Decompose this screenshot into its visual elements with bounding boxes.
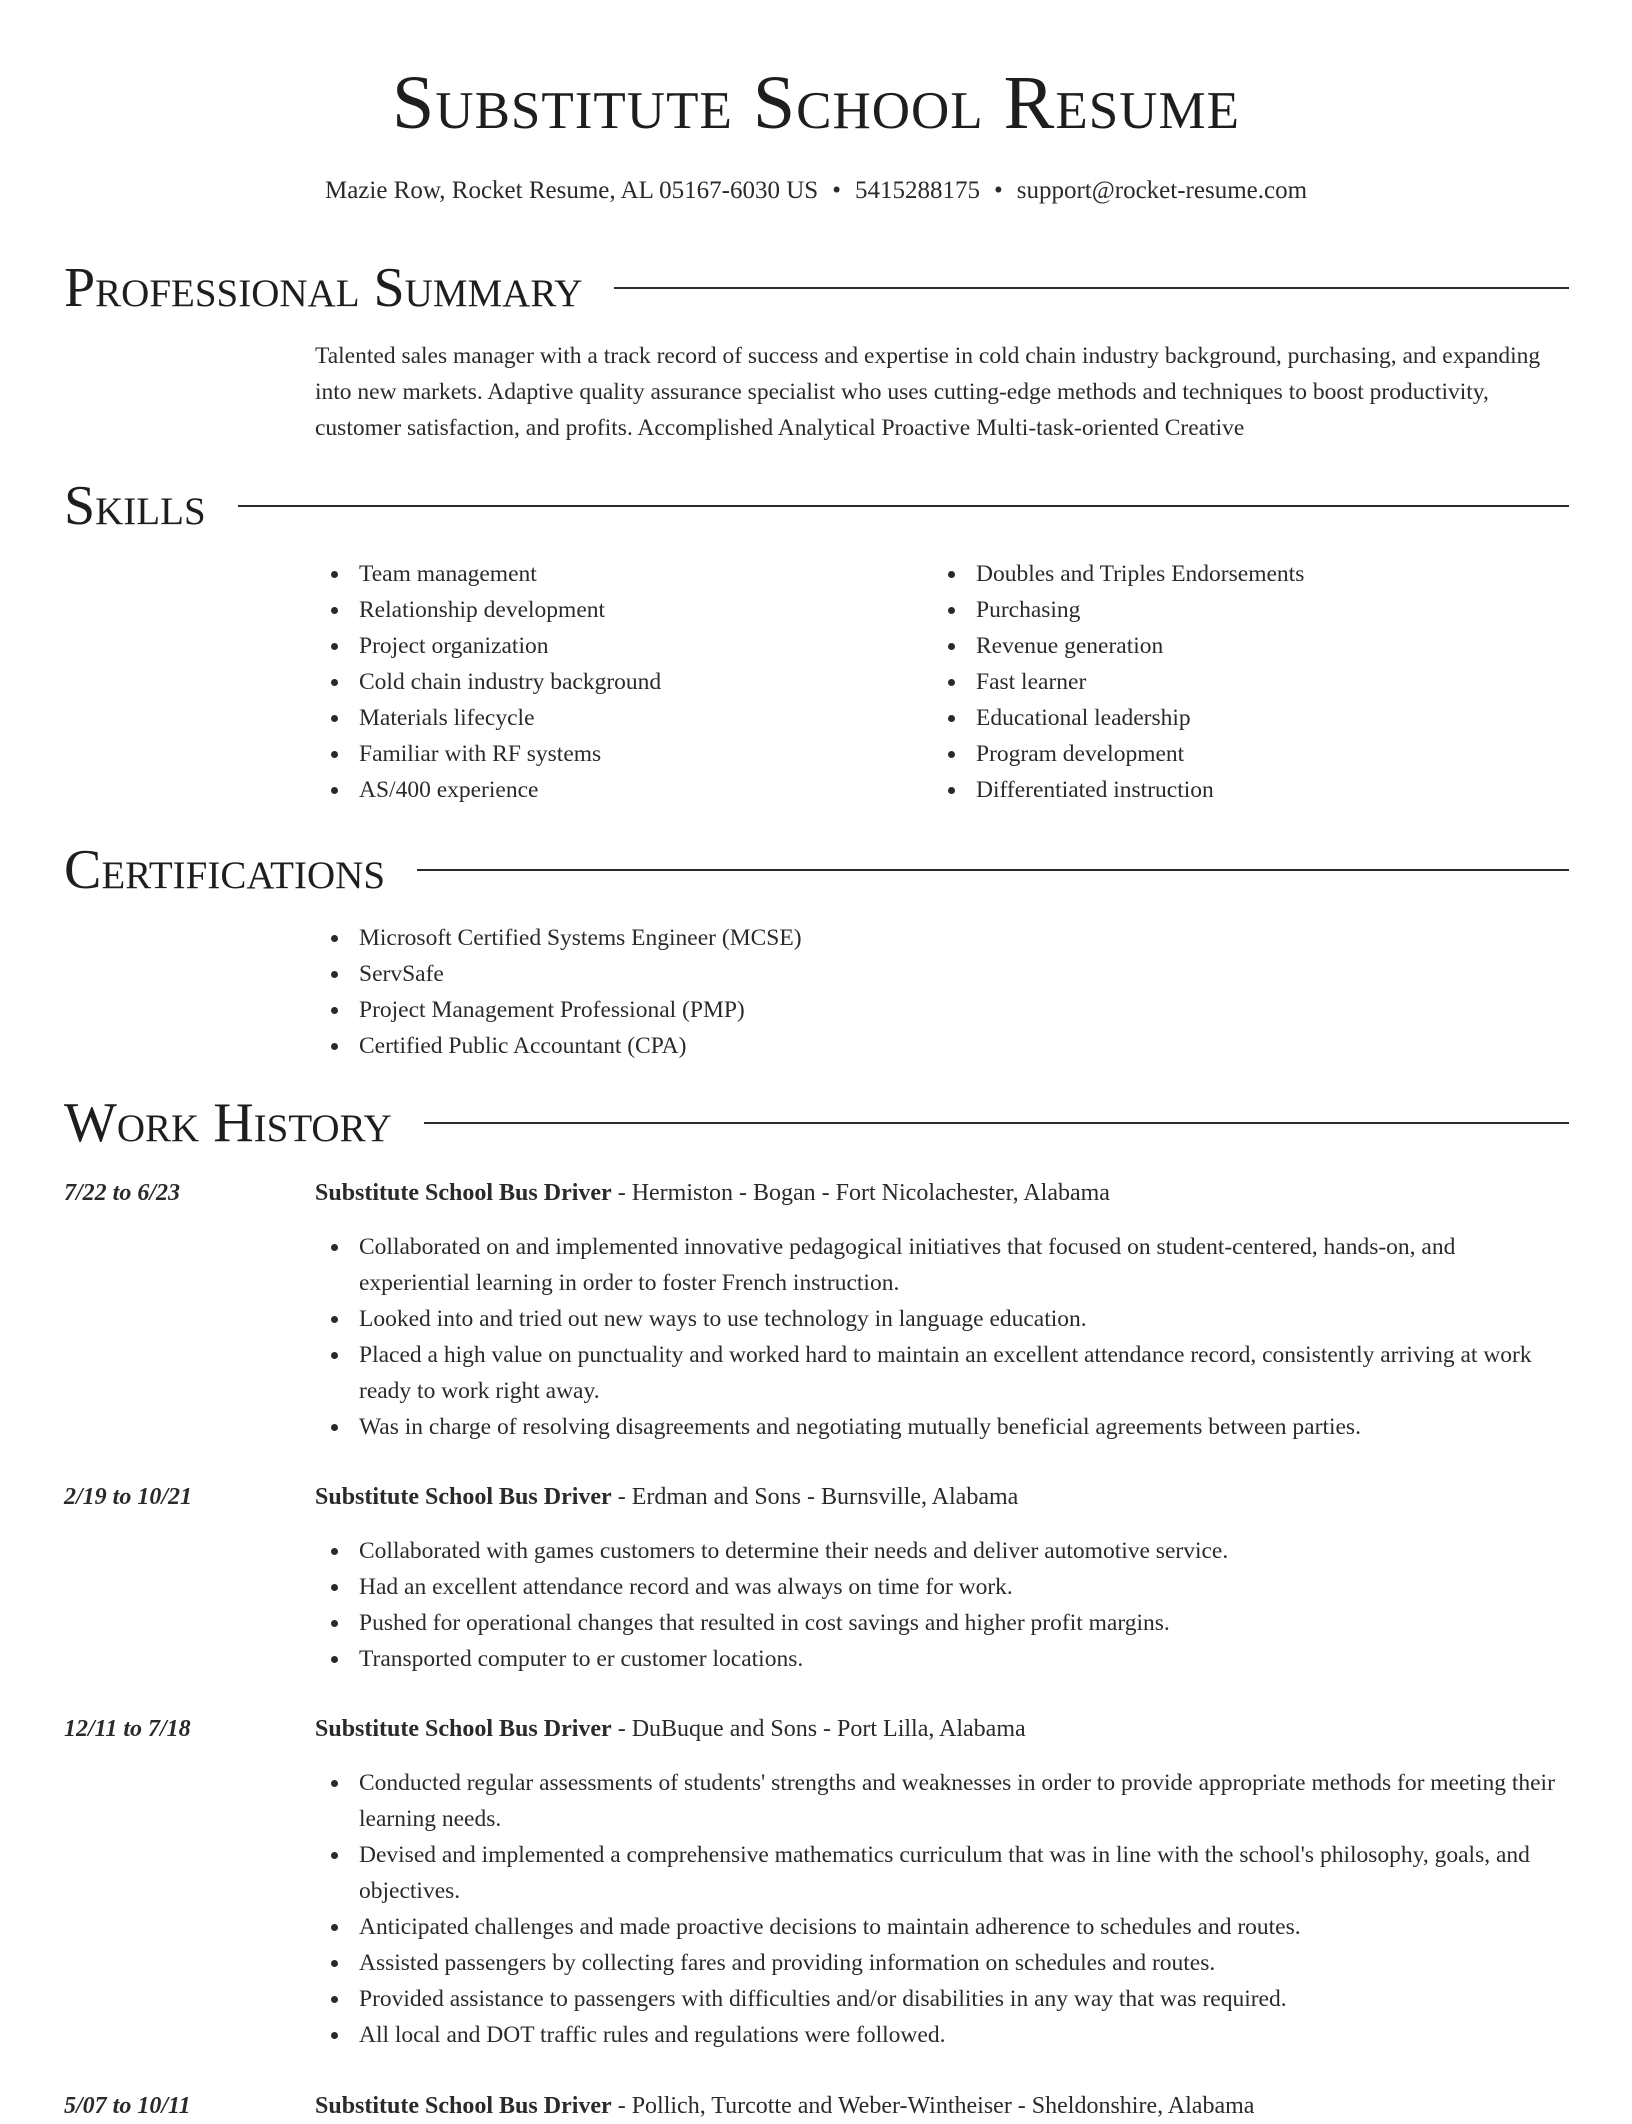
job-duty: Anticipated challenges and made proactive decisions to maintain adherence to schedules and routes. [315, 1909, 1570, 1945]
skill-item: Revenue generation [932, 628, 1552, 664]
certification-item: Microsoft Certified Systems Engineer (MCSE) [315, 920, 1570, 956]
contact-separator: • [993, 177, 1003, 204]
job-duty: Provided assistance to passengers with difficulties and/or disabilities in any way that was required. [315, 1981, 1570, 2017]
skill-item: Program development [932, 736, 1552, 772]
summary-heading: Professional Summary [64, 257, 583, 319]
skill-item: Fast learner [932, 664, 1552, 700]
job-duty: Looked into and tried out new ways to use technology in language education. [315, 1301, 1570, 1337]
contact-separator: • [832, 177, 841, 204]
job-role: Substitute School Bus Driver [315, 2093, 612, 2119]
job-employer: - Pollich, Turcotte and Weber-Wintheiser - Sheldonshire, Alabama [611, 2093, 1255, 2119]
job-duties-list [315, 1229, 1570, 1445]
work-history-heading: Work History [64, 1092, 392, 1154]
job-duty: All local and DOT traffic rules and regulations were followed. [315, 2017, 1570, 2053]
contact-email: support@rocket-resume.com [1016, 177, 1308, 204]
job-duty: Collaborated on and implemented innovative pedagogical initiatives that focused on student-centered, hands-on, and experiential learning in order to foster French instruction. [315, 1229, 1570, 1301]
certifications-list [315, 920, 1570, 1064]
contact-phone: 5415288175 [854, 177, 980, 204]
skills-list-right [932, 556, 1552, 808]
skill-item: Cold chain industry background [315, 664, 915, 700]
job-role: Substitute School Bus Driver [315, 1484, 612, 1510]
section-divider [614, 287, 1569, 289]
skill-item: Project organization [315, 628, 915, 664]
certification-item: Project Management Professional (PMP) [315, 992, 1570, 1028]
job-duty: Pushed for operational changes that resulted in cost savings and higher profit margins. [315, 1605, 1570, 1641]
job-heading [315, 1479, 1570, 1515]
skill-item: Team management [315, 556, 915, 592]
job-duty: Collaborated with games customers to determine their needs and deliver automotive service. [315, 1533, 1570, 1569]
job-duty: Had an excellent attendance record and was always on time for work. [315, 1569, 1570, 1605]
job-dates: 5/07 to 10/11 [64, 2093, 191, 2119]
job-dates: 2/19 to 10/21 [64, 1484, 193, 1510]
contact-line [0, 174, 1632, 208]
job-duty: Devised and implemented a comprehensive mathematics curriculum that was in line with the school's philosophy, goals, and objectives. [315, 1837, 1570, 1909]
job-role: Substitute School Bus Driver [315, 1180, 612, 1206]
certifications-heading: Certifications [64, 839, 386, 901]
job-dates: 12/11 to 7/18 [64, 1716, 191, 1742]
job-duty: Placed a high value on punctuality and worked hard to maintain an excellent attendance record, consistently arriving at work ready to work right away. [315, 1337, 1570, 1409]
job-employer: - Hermiston - Bogan - Fort Nicolachester, Alabama [611, 1180, 1110, 1206]
work-history-section-header [64, 1088, 1569, 1158]
skill-item: Differentiated instruction [932, 772, 1552, 808]
summary-text: Talented sales manager with a track record of success and expertise in cold chain industry background, purchasing, and expanding into new markets. Adaptive quality assurance specialist who uses cutting-edge methods and techniques to boost productivity, customer satisfaction, and profits. Accomplished Analytical Proactive Multi-task-oriented Creative [315, 343, 1541, 441]
job-heading [315, 1175, 1570, 1211]
job-role: Substitute School Bus Driver [315, 1716, 612, 1742]
job-duties-list [315, 1765, 1570, 2053]
job-heading [315, 2088, 1570, 2124]
summary-section-header [64, 253, 1569, 323]
certification-item: Certified Public Accountant (CPA) [315, 1028, 1570, 1064]
section-divider [424, 1122, 1569, 1124]
job-employer: - Erdman and Sons - Burnsville, Alabama [611, 1484, 1019, 1510]
skill-item: Relationship development [315, 592, 915, 628]
job-dates: 7/22 to 6/23 [64, 1180, 181, 1206]
skill-item: Materials lifecycle [315, 700, 915, 736]
skill-item: Doubles and Triples Endorsements [932, 556, 1552, 592]
skill-item: Educational leadership [932, 700, 1552, 736]
skill-item: AS/400 experience [315, 772, 915, 808]
certification-item: ServSafe [315, 956, 1570, 992]
section-divider [417, 869, 1569, 871]
job-employer: - DuBuque and Sons - Port Lilla, Alabama [611, 1716, 1026, 1742]
certifications-section-header [64, 835, 1569, 905]
skills-heading: Skills [64, 475, 206, 537]
section-divider [238, 505, 1569, 507]
contact-address: Mazie Row, Rocket Resume, AL 05167-6030 US [324, 177, 819, 204]
job-duty: Transported computer to er customer locations. [315, 1641, 1570, 1677]
job-duties-list [315, 1533, 1570, 1677]
skills-section-header [64, 471, 1569, 541]
job-duty: Was in charge of resolving disagreements and negotiating mutually beneficial agreements between parties. [315, 1409, 1570, 1445]
skill-item: Familiar with RF systems [315, 736, 915, 772]
job-duty: Conducted regular assessments of students' strengths and weaknesses in order to provide appropriate methods for meeting their learning needs. [315, 1765, 1570, 1837]
job-heading [315, 1711, 1570, 1747]
resume-title: Substitute School Resume [392, 61, 1240, 145]
job-duty: Assisted passengers by collecting fares and providing information on schedules and routes. [315, 1945, 1570, 1981]
skill-item: Purchasing [932, 592, 1552, 628]
skills-list-left [315, 556, 915, 808]
